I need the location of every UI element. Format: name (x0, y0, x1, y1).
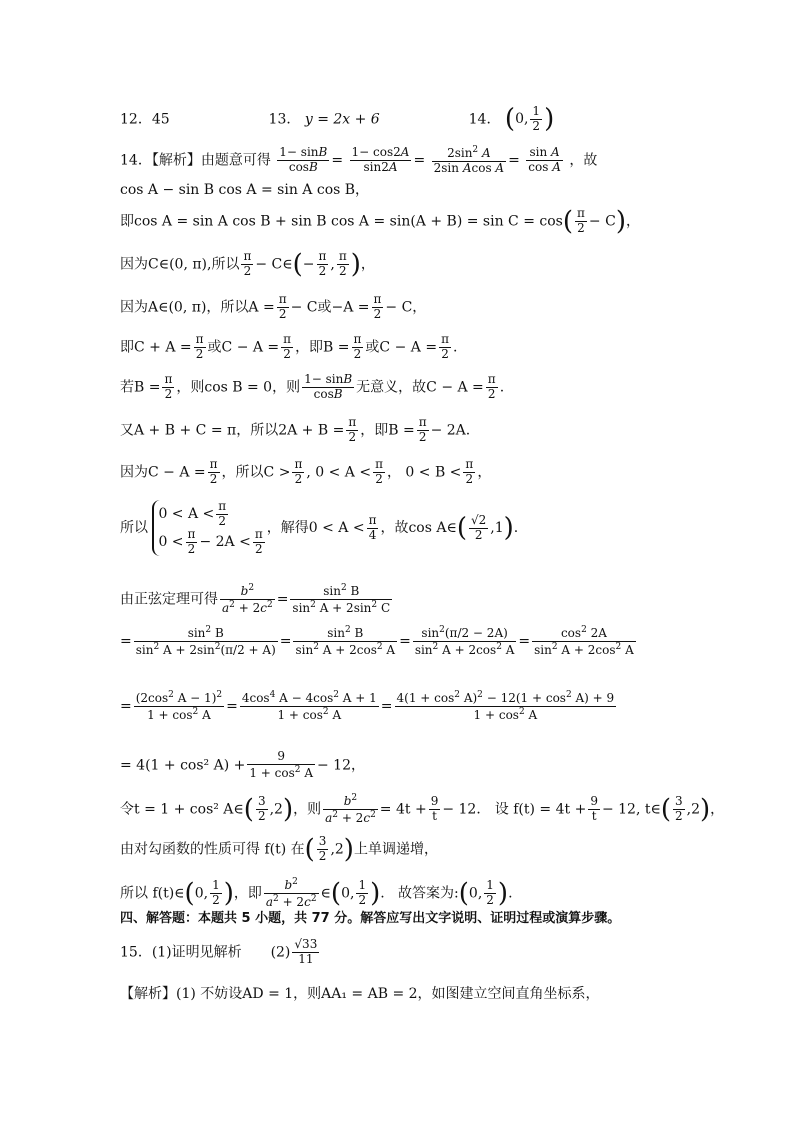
question-15-solution-start: 【解析】(1) 不妨设AD = 1，则AA₁ = AB = 2，如图建立空间直角坐标系， (120, 986, 600, 1002)
solution-line-4: 因为C∈(0, π),所以 $\frac{\pi}{2}$ − C∈(− $\frac{\pi}{2}$ , $\frac{\pi}{2}$ )， (120, 249, 375, 280)
solution-line-1: 14．【解析】由题意可得 $\frac{1- \sin B}{\cos B}$ = $\frac{1- \cos 2A}{\sin 2A}$ = $\frac{2\sin^2 A}{\text{2sin Acos A}}$ = $\frac{\text{sin A}}{\text{cos A}}$ ，故 (120, 145, 598, 175)
answer-row (120, 105, 554, 134)
question-15-answer: 15．(1)证明见解析 (2) $\frac{√33}{11}$ (120, 937, 318, 966)
solution-line-7: 若B = $\frac{\pi}{2}$ ，则cos B = 0，则 $\frac{1- \sin B}{\cos B}$ 无意义，故C − A = $\frac{\pi}{2}$ . (120, 372, 505, 401)
solution-line-8: 又A + B + C = π，所以2A + B = $\frac{\pi}{2}$ ，即B = $\frac{\pi}{2}$ − 2A. (120, 415, 471, 444)
solution-line-2: cos A − sin B cos A = sin A cos B， (120, 182, 370, 198)
solution-line-13: = $\frac{(2\cos^2 A - 1)^2}{1 + \cos^2 A}$ = $\frac{4\cos^4 A - 4\cos^2 A + 1}{1 + \cos^2 A}$ = $\frac{4(1 + \cos^2 A)^2 - 12(1 + \cos^2 A) + 9}{1 + \cos^2 A}$ (120, 690, 615, 722)
solution-line-10: 所以 0 < A < $\frac{\pi}{2}$ 0 < $\frac{\pi}{2}$ − 2A < $\frac{\pi}{2}$ ，解得0 < A < $\frac{\pi}{4}$ ，故cos A∈( $\frac{√2}{2}$ ,1). (120, 498, 519, 556)
answer-14-label: 14． (468, 111, 501, 128)
solution-line-18: 所以 f(t)∈(0, $\frac{1}{2}$ )，即 $\frac{b^2}{a^2 + 2c^2}$ ∈(0, $\frac{1}{2}$ ). 故答案为:(0, $\frac{1}{2}$ ). (120, 877, 513, 909)
answer-13: y = 2x + 6 (304, 111, 380, 128)
section-heading: 四、解答题：本题共 5 小题，共 77 分。解答应写出文字说明、证明过程或演算步骤。 (120, 911, 621, 926)
answer-13-label: 13． (268, 111, 301, 128)
solution-line-16: 令t = 1 + cos² A∈( $\frac{3}{2}$ ,2)，则 $\frac{b^2}{a^2 + 2c^2}$ = 4t + $\frac{9}{t}$ − 12． 设 f(t) = 4t + $\frac{9}{t}$ − 12, t∈( $\frac{3}{2}$ ,2)， (120, 793, 725, 825)
solution-line-6: 即C + A = $\frac{\pi}{2}$ 或C − A = $\frac{\pi}{2}$ ，即B = $\frac{\pi}{2}$ 或C − A = $\frac{\pi}{2}$ . (120, 332, 458, 361)
answer-12: 12．45 (120, 111, 170, 128)
solution-line-15: = 4(1 + cos² A) + $\frac{9}{1 + \cos^2 A}$ − 12， (120, 749, 365, 780)
solution-line-17: 由对勾函数的性质可得 f(t) 在( $\frac{3}{2}$ ,2)上单调递增， (120, 834, 438, 865)
solution-line-12: = $\frac{\sin^2 B}{\sin^2 A + 2\sin^2(\pi/2 + A)}$ = $\frac{\sin^2 B}{\sin^2 A + 2\cos^2 A}$ = $\frac{\sin^2(\pi/2 - 2A)}{\sin^2 A + 2\cos^2 A}$ = $\frac{\cos^2 2A}{\sin^2 A + 2\cos^2 A}$ (120, 625, 634, 657)
answer-14-value: (0, $\frac{1}{2}$ ) (504, 104, 555, 135)
solution-line-3: 即cos A = sin A cos B + sin B cos A = sin(A + B) = sin C = cos( $\frac{\pi}{2}$ − C)， (120, 206, 640, 237)
solution-line-5: 因为A∈(0, π)，所以A = $\frac{\pi}{2}$ − C或−A = $\frac{\pi}{2}$ − C， (120, 292, 427, 321)
solution-line-11: 由正弦定理可得 $\frac{b^2}{a^2 + 2c^2}$ = $\frac{\sin^2 B}{\sin^2 A + 2\sin^2 C}$ (120, 583, 391, 615)
solution-line-9: 因为C − A = $\frac{\pi}{2}$ ，所以C > $\frac{\pi}{2}$ , 0 < A < $\frac{\pi}{2}$ ， 0 < B < $\frac{\pi}{2}$ ， (120, 457, 492, 486)
